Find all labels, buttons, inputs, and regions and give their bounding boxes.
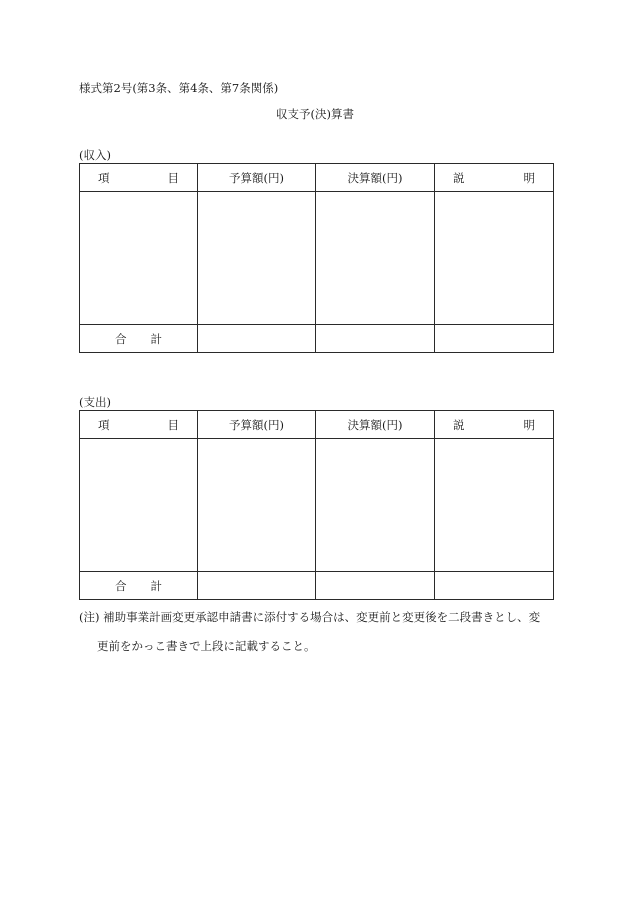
expense-header-row <box>80 411 554 439</box>
income-table <box>79 163 554 353</box>
income-total-budget-cell[interactable] <box>198 325 316 353</box>
footnote-line-1: (注) 補助事業計画変更承認申請書に添付する場合は、変更前と変更後を二段書きとし、変 <box>79 610 541 624</box>
income-section-label: (収入) <box>79 148 111 162</box>
expense-total-settlement-cell[interactable] <box>316 572 435 600</box>
header-item-left: 項 <box>98 417 110 432</box>
income-total-label <box>80 325 198 353</box>
income-total-description-cell[interactable] <box>435 325 554 353</box>
income-item-cell[interactable] <box>80 192 198 325</box>
income-total-row <box>80 325 554 353</box>
expense-header-item <box>80 411 198 439</box>
income-budget-cell[interactable] <box>198 192 316 325</box>
header-desc-right: 明 <box>523 417 535 432</box>
income-body-row <box>80 192 554 325</box>
header-item-right: 目 <box>167 170 179 185</box>
expense-table <box>79 410 554 600</box>
header-item-right: 目 <box>167 417 179 432</box>
income-header-item <box>80 164 198 192</box>
expense-total-row <box>80 572 554 600</box>
expense-header-description <box>435 411 554 439</box>
total-label-left: 合 <box>115 331 127 346</box>
document-title: 収支予(決)算書 <box>276 107 354 121</box>
expense-budget-cell[interactable] <box>198 439 316 572</box>
footnote <box>79 603 553 661</box>
income-header-budget: 予算額(円) <box>198 164 316 192</box>
income-description-cell[interactable] <box>435 192 554 325</box>
income-header-description <box>435 164 554 192</box>
header-item-left: 項 <box>98 170 110 185</box>
expense-header-settlement: 決算額(円) <box>316 411 435 439</box>
expense-header-budget: 予算額(円) <box>198 411 316 439</box>
header-desc-left: 説 <box>453 170 465 185</box>
income-header-settlement: 決算額(円) <box>316 164 435 192</box>
expense-total-description-cell[interactable] <box>435 572 554 600</box>
expense-body-row <box>80 439 554 572</box>
expense-description-cell[interactable] <box>435 439 554 572</box>
income-settlement-cell[interactable] <box>316 192 435 325</box>
header-desc-right: 明 <box>523 170 535 185</box>
total-label-left: 合 <box>115 578 127 593</box>
expense-section-label: (支出) <box>79 395 111 409</box>
income-header-row <box>80 164 554 192</box>
income-total-settlement-cell[interactable] <box>316 325 435 353</box>
header-desc-left: 説 <box>453 417 465 432</box>
expense-total-label <box>80 572 198 600</box>
expense-total-budget-cell[interactable] <box>198 572 316 600</box>
form-number: 様式第2号(第3条、第4条、第7条関係) <box>79 81 279 95</box>
footnote-line-2: 更前をかっこ書きで上段に記載すること。 <box>97 639 316 653</box>
expense-settlement-cell[interactable] <box>316 439 435 572</box>
total-label-right: 計 <box>150 331 162 346</box>
total-label-right: 計 <box>150 578 162 593</box>
expense-item-cell[interactable] <box>80 439 198 572</box>
